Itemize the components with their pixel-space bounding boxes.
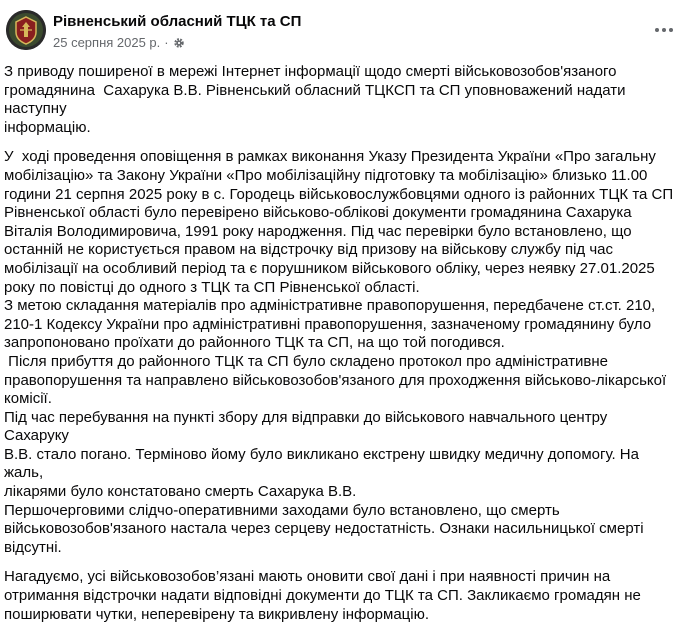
more-horizontal-icon xyxy=(654,27,674,33)
post-header xyxy=(4,8,684,54)
post-body xyxy=(4,63,674,624)
post-paragraph-reminder: Нагадуємо, усі військовозобов’язані мають оновити свої дані і при наявності причин на отримання відстрочки надати відповідні документи до ТЦК та СП. Закликаємо громадян не поширювати чутки, неперевірену та викривлену інформацію. xyxy=(4,568,641,623)
meta-separator: · xyxy=(164,35,169,50)
post-date-link[interactable]: 25 серпня 2025 р. xyxy=(53,35,161,50)
page-name-link[interactable]: Рівненський обласний ТЦК та СП xyxy=(53,13,302,30)
post-meta xyxy=(53,35,185,50)
post-paragraph-details: У ході проведення оповіщення в рамках виконання Указу Президента України «Про загальну мобілізацію» та Закону України «Про мобілізаційну підготовку та мобілізацію» близько 11.00 години 21 серпня 2025 року в с. Городець військовослужбовцями одного із районних ТЦК та СП Рівненської області було перевірено військово-облікові документи громадянина Сахарука Віталія Володимировича, 1991 року народження. Під час перевірки було встановлено, що останній не користується правом на відстрочку від призову на військову службу під час мобілізації на особливий період та є порушником військового обліку, через неявку 27.01.2025 року по повістці до одного з ТЦК та СП Рівненської області. З метою складання матеріалів про адміністративне правопорушення, передбачене ст.ст. 210, 210-1 Кодексу України про адміністративні правопорушення, зазначеному громадянину було запропоновано проїхати до районного ТЦК та СП, на що той погодився. Після прибуття до районного ТЦК та СП було складено протокол про адміністративне правопорушення та направлено військовозобов'язаного для проходження військово-лікарської комісії. Під час перебування на пункті збору для відправки до військового навчального центру Сахаруку В.В. стало погано. Терміново йому було викликано екстрену швидку медичну допомогу. На жаль, лікарями було констатовано смерть Сахарука В.В. Першочерговими слідчо-оперативними заходами було встановлено, що смерть військовозобов'язаного настала через серцеву недостатність. Ознаки насильницької смерті відсутні. xyxy=(4,148,674,556)
post-paragraph-intro: З приводу поширеної в мережі Інтернет інформації щодо смерті військовозобов'язаного громадянина Сахарука В.В. Рівненський обласний ТЦКСП та СП уповноважений надати наступну інформацію. xyxy=(4,63,626,136)
gear-icon xyxy=(173,37,185,49)
more-options-button[interactable] xyxy=(652,18,676,42)
military-emblem-icon xyxy=(6,10,46,50)
avatar[interactable] xyxy=(6,10,46,50)
